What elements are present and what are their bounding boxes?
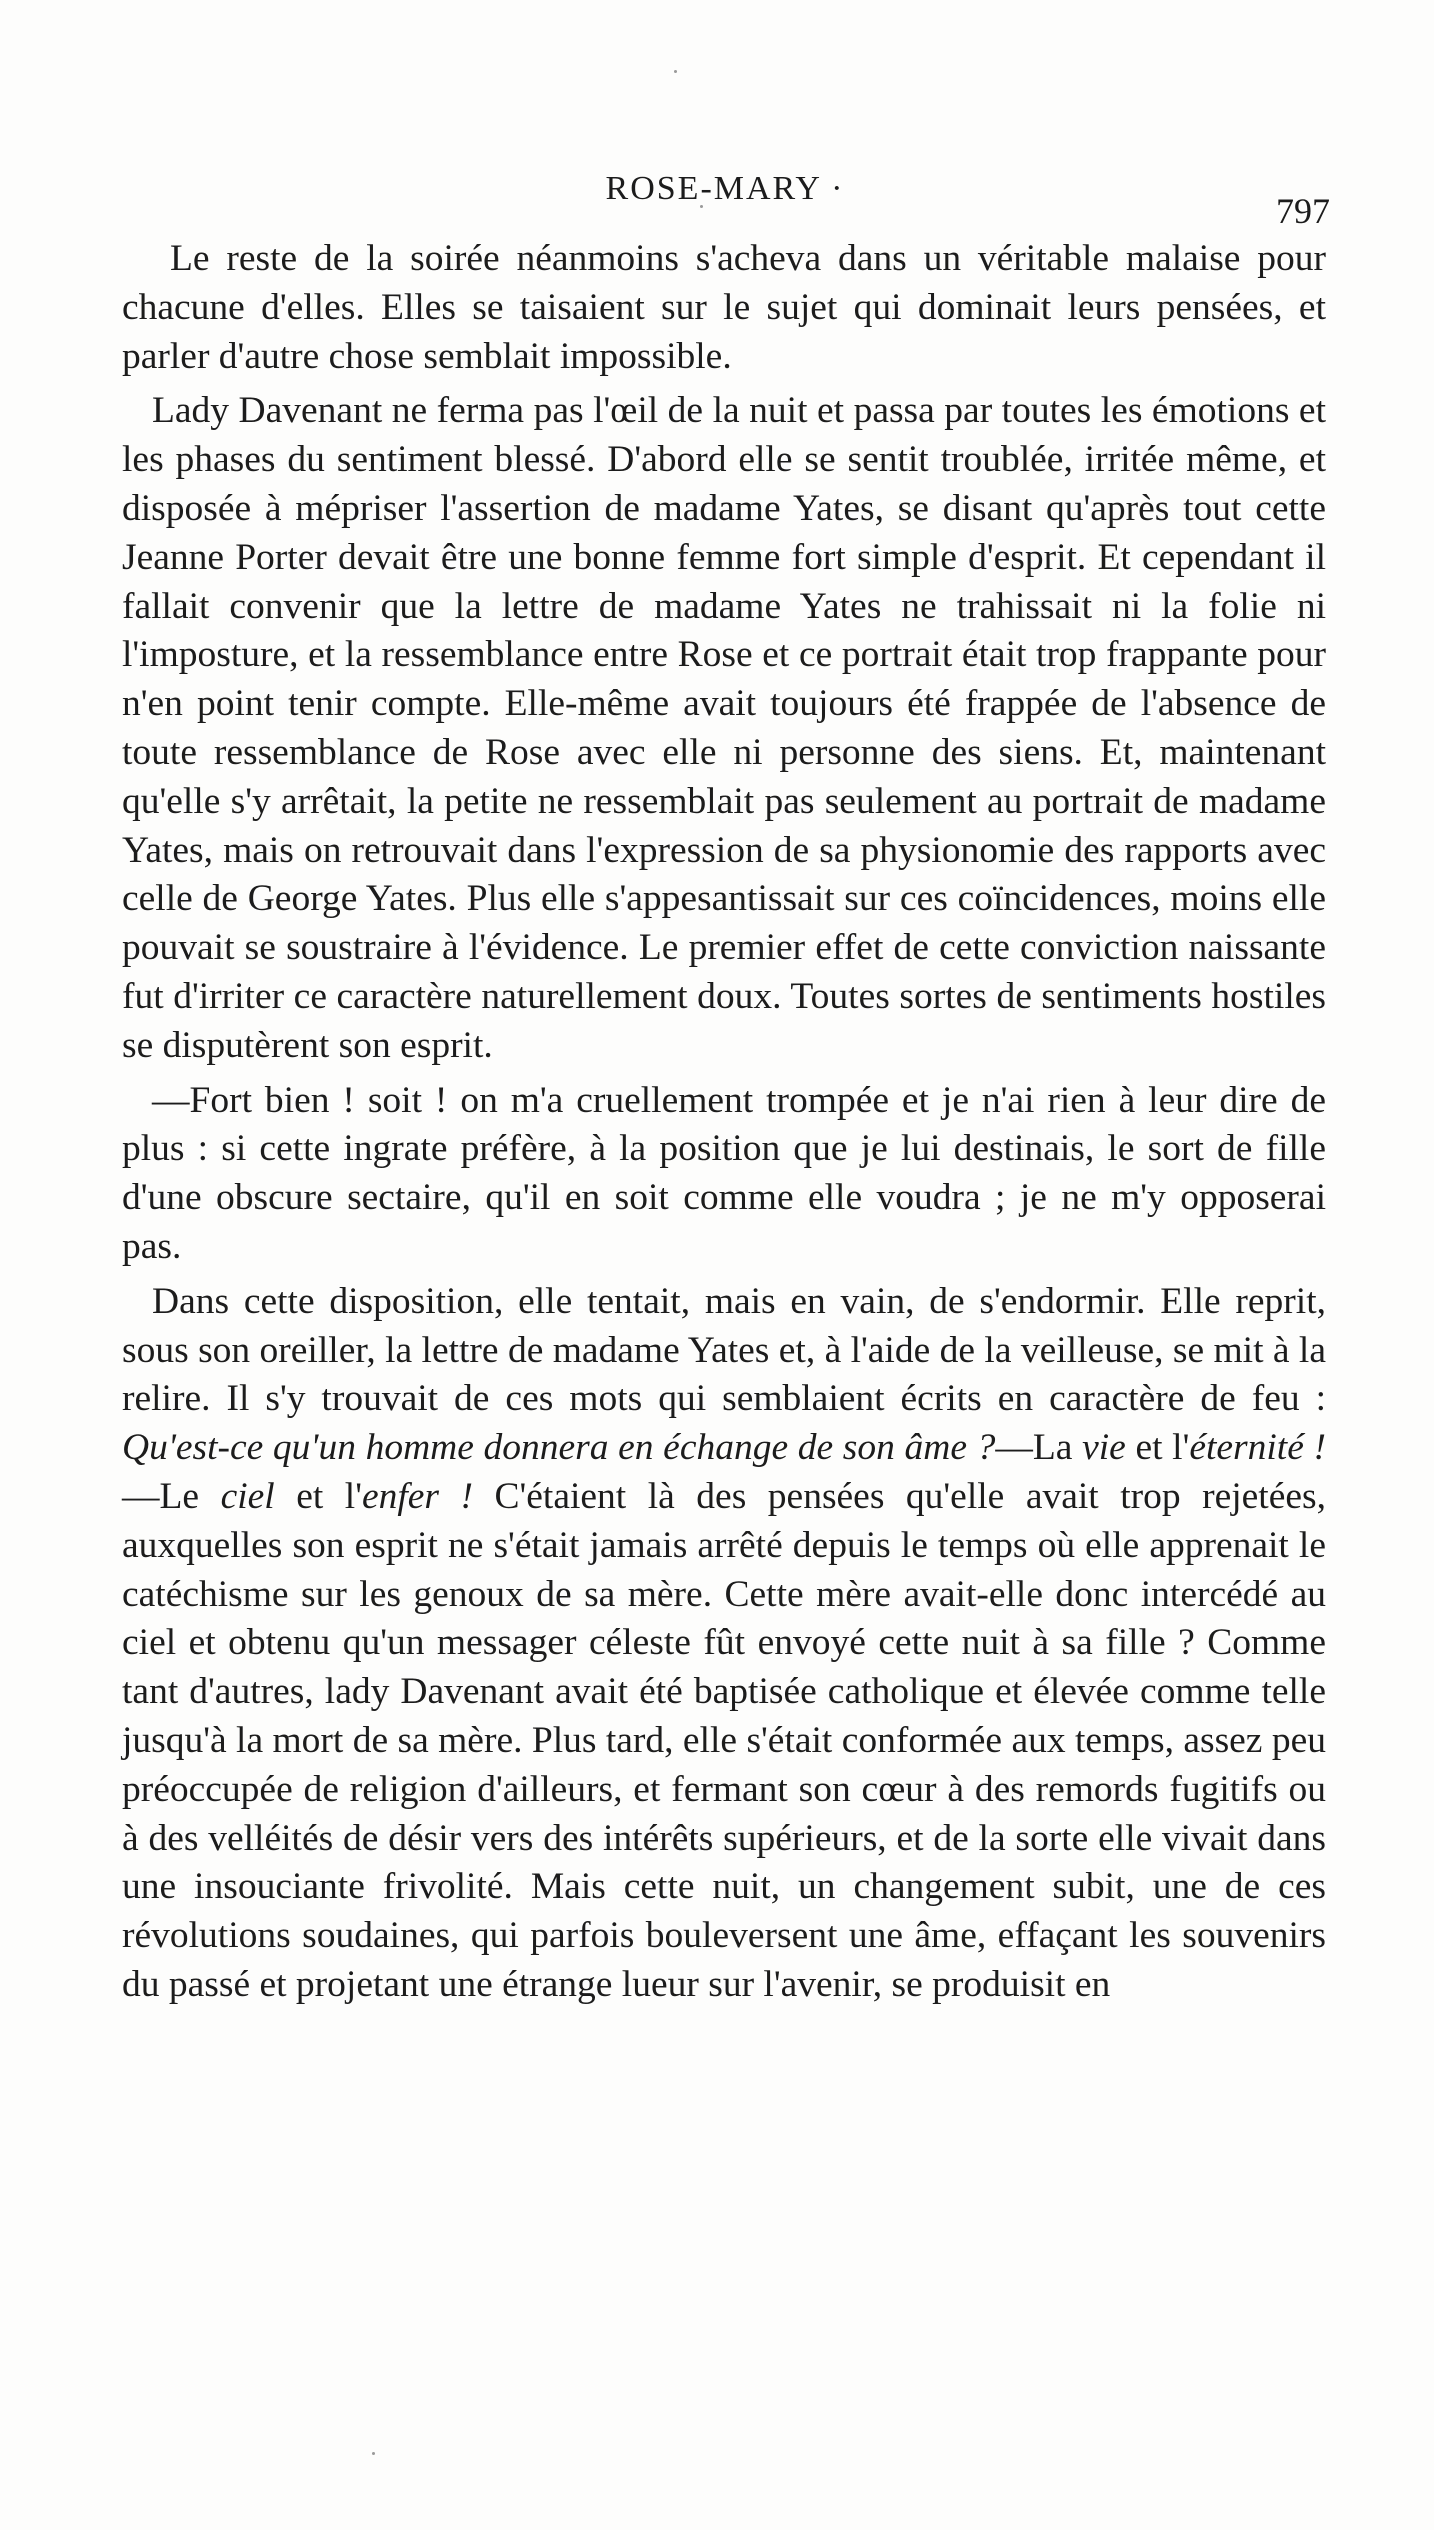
text-run: —Fort bien ! soit ! on m'a cruellement trompée et je n'ai rien à leur dire de plus : si cette ingrate préfère, à la position que je lui destinais, le sort de fille d'une obscure sectaire, qu'il en soit comme elle voudra ; je ne m'y opposerai pas. bbox=[122, 1079, 1326, 1267]
text-run: et l' bbox=[1125, 1427, 1190, 1469]
text-run: —Le bbox=[122, 1475, 221, 1517]
text-run: Lady Davenant ne ferma pas l'œil de la nuit et passa par toutes les émotions et les phases du sentiment blessé. D'abord elle se sentit troublée, irritée même, et disposée à mépriser l'assertion de madame Yates, se disant qu'après tout cette Jeanne Porter devait être une bonne femme fort simple d'esprit. Et cependant il fallait convenir que la lettre de madame Yates ne trahissait ni la folie ni l'imposture, et la ressemblance entre Rose et ce portrait était trop frappante pour n'en point tenir compte. Elle-même avait toujours été frappée de l'absence de toute ressemblance de Rose avec elle ni personne des siens. Et, maintenant qu'elle s'y arrêtait, la petite ne ressemblait pas seulement au portrait de madame Yates, mais on retrouvait dans l'expression de sa physionomie des rapports avec celle de George Yates. Plus elle s'appesantissait sur ces coïncidences, moins elle pouvait se soustraire à l'évidence. Le premier effet de cette conviction naissante fut d'irriter ce caractère naturellement doux. Toutes sortes de sentiments hostiles se disputèrent son esprit. bbox=[122, 390, 1326, 1066]
italic-text: éternité ! bbox=[1189, 1427, 1326, 1469]
running-title: ROSE-MARY · bbox=[605, 170, 845, 207]
text-run: C'étaient là des pensées qu'elle avait trop rejetées, auxquelles son esprit ne s'était jamais arrêté depuis le temps où elle apprenait le catéchisme sur les genoux de sa mère. Cette mère avait-elle donc intercédé au ciel et obtenu qu'un messager céleste fût envoyé cette nuit à sa fille ? Comme tant d'autres, lady Davenant avait été baptisée catholique et élevée comme telle jusqu'à la mort de sa mère. Plus tard, elle s'était conformée aux temps, assez peu préoccupée de religion d'ailleurs, et fermant son cœur à des remords fugitifs ou à des velléités de désir vers des intérêts supérieurs, et de la sorte elle vivait dans une insouciante frivolité. Mais cette nuit, un changement subit, une de ces révolutions soudaines, qui parfois bouleversent une âme, effaçant les souvenirs du passé et projetant une étrange lueur sur l'avenir, se produisit en bbox=[122, 1475, 1326, 2005]
text-run: Le reste de la soirée néanmoins s'acheva dans un véritable malaise pour chacune d'elles. Elles se taisaient sur le sujet qui dominait leurs pensées, et parler d'autre chose semblait impossible. bbox=[122, 238, 1326, 377]
paper-speck bbox=[372, 2452, 375, 2455]
text-run: Dans cette disposition, elle tentait, mais en vain, de s'endormir. Elle reprit, sous son oreiller, la lettre de madame Yates et, à l'aide de la veilleuse, se mit à la relire. Il s'y trouvait de ces mots qui semblaient écrits en caractère de feu : bbox=[122, 1280, 1326, 1420]
italic-text: enfer ! bbox=[361, 1475, 474, 1517]
paragraph bbox=[122, 235, 1326, 381]
text-run: —La bbox=[995, 1427, 1083, 1469]
italic-text: ciel bbox=[220, 1475, 275, 1517]
italic-text: Qu'est-ce qu'un homme donnera en échange de son âme ? bbox=[122, 1427, 996, 1469]
paragraph bbox=[122, 1278, 1326, 2010]
italic-text: vie bbox=[1082, 1427, 1126, 1469]
paper-speck bbox=[674, 70, 677, 73]
text-run: et l' bbox=[274, 1475, 362, 1517]
page-number: 797 bbox=[1276, 191, 1330, 231]
paragraph bbox=[122, 1077, 1326, 1272]
running-header bbox=[120, 170, 1330, 231]
paragraph bbox=[122, 387, 1326, 1070]
body-text bbox=[122, 235, 1326, 2016]
